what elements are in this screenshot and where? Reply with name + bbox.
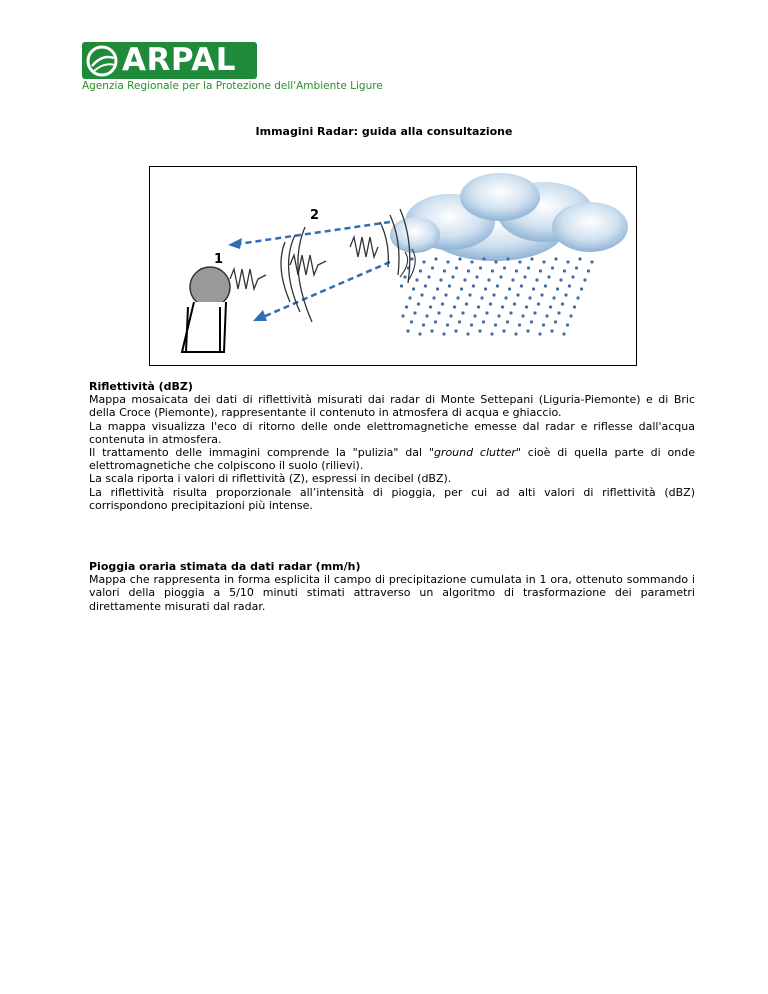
- rain-drop: [590, 260, 593, 263]
- rain-drop: [496, 284, 499, 287]
- rain-drop: [434, 257, 437, 260]
- reflectivity-paragraph-4: La scala riporta i valori di riflettività (Z), espressi in decibel (dBZ).: [89, 472, 452, 486]
- rain-drop: [466, 332, 469, 335]
- rain-drop: [427, 275, 430, 278]
- rain-drop: [535, 278, 538, 281]
- rain-drop: [436, 287, 439, 290]
- rain-drop: [422, 323, 425, 326]
- rain-drop: [418, 332, 421, 335]
- rain-drop: [530, 320, 533, 323]
- rain-drop: [494, 260, 497, 263]
- rain-drop: [473, 314, 476, 317]
- rain-drop: [557, 311, 560, 314]
- rain-drop: [542, 260, 545, 263]
- rain-drop: [405, 305, 408, 308]
- rain-drop: [492, 293, 495, 296]
- arpal-logo: [82, 42, 257, 79]
- reflectivity-paragraph-5: La riflettività risulta proporzionale all’intensità di pioggia, per cui ad alti valori di riflettività (dBZ) corrispondono precipitazioni più intense.: [89, 485, 695, 512]
- rain-drop: [497, 314, 500, 317]
- rain-drop: [458, 257, 461, 260]
- rain-drop: [515, 269, 518, 272]
- rain-drop: [489, 302, 492, 305]
- rain-drop: [499, 275, 502, 278]
- rain-drop: [449, 314, 452, 317]
- reflectivity-paragraph-3: [89, 446, 695, 472]
- rain-drop: [539, 269, 542, 272]
- rain-drop: [424, 284, 427, 287]
- rain-drop: [494, 323, 497, 326]
- rain-drop: [456, 296, 459, 299]
- rain-drop: [443, 269, 446, 272]
- rain-drop: [410, 257, 413, 260]
- rain-drop: [468, 293, 471, 296]
- rain-drop: [429, 305, 432, 308]
- arrow-head-icon: [228, 238, 242, 249]
- rain-drop: [578, 257, 581, 260]
- rain-drop: [569, 314, 572, 317]
- rain-drop: [446, 323, 449, 326]
- rain-drop: [538, 332, 541, 335]
- rain-drop: [575, 266, 578, 269]
- rain-drop: [547, 275, 550, 278]
- rain-drop: [472, 284, 475, 287]
- rainfall-paragraph-1: Mappa che rappresenta in forma esplicita il campo di precipitazione cumulata in 1 ora, ottenuto sommando i valori della pioggia a 5/10 minuti stimati attraverso un algoritmo di trasformazione dei parametri direttamente misurati dal radar.: [89, 573, 695, 613]
- rain-drop: [526, 329, 529, 332]
- page-title: Immagini Radar: guida alla consultazione: [255, 125, 513, 138]
- rain-drop: [434, 320, 437, 323]
- rain-drop: [552, 296, 555, 299]
- rain-drop: [420, 293, 423, 296]
- rain-drops: [400, 257, 594, 335]
- rain-drop: [518, 260, 521, 263]
- rain-drop: [441, 302, 444, 305]
- rain-drop: [527, 266, 530, 269]
- rain-drop: [513, 302, 516, 305]
- rain-drop: [401, 314, 404, 317]
- rain-drop: [540, 293, 543, 296]
- rain-drop: [504, 296, 507, 299]
- rain-drop: [554, 320, 557, 323]
- rain-drop: [453, 305, 456, 308]
- rain-drop: [523, 275, 526, 278]
- rain-drop: [506, 257, 509, 260]
- reflectivity-paragraph-2: La mappa visualizza l'eco di ritorno delle onde elettromagnetiche emesse dal radar e riflesse dall'acqua contenuta in atmosfera.: [89, 419, 695, 446]
- rain-drop: [559, 278, 562, 281]
- reflectivity-paragraph-1: Mappa mosaicata dei dati di riflettività misurati dai radar di Monte Settepani (Liguria-Piemonte) e di Bric della Croce (Piemonte), rappresentante il contenuto in atmosfera di acqua e ghiaccio.: [89, 393, 695, 420]
- rain-drop: [467, 269, 470, 272]
- rain-drop: [545, 314, 548, 317]
- rain-drop: [561, 302, 564, 305]
- rain-drop: [587, 269, 590, 272]
- rain-drop: [516, 293, 519, 296]
- rain-drop: [525, 305, 528, 308]
- rain-drop: [480, 296, 483, 299]
- rain-drop: [485, 311, 488, 314]
- rain-drop: [470, 323, 473, 326]
- arrow-head-icon: [253, 310, 267, 321]
- rain-drop: [518, 323, 521, 326]
- cloud-icon: [390, 173, 628, 261]
- rain-drop: [530, 257, 533, 260]
- rain-drop: [454, 329, 457, 332]
- rain-drop: [442, 332, 445, 335]
- rain-drop: [514, 332, 517, 335]
- rain-drop: [431, 266, 434, 269]
- rain-drop: [573, 305, 576, 308]
- emitted-wave-icon: [230, 237, 378, 289]
- radar-diagram: [149, 166, 637, 366]
- rain-drop: [537, 302, 540, 305]
- rain-drop: [437, 311, 440, 314]
- rain-drop: [506, 320, 509, 323]
- rain-drop: [503, 266, 506, 269]
- rain-drop: [444, 293, 447, 296]
- rain-drop: [432, 296, 435, 299]
- rain-drop: [532, 287, 535, 290]
- p3-text-a: Il trattamento delle immagini comprende la "pulizia" dal ": [89, 446, 434, 460]
- rain-drop: [439, 278, 442, 281]
- rain-drop: [550, 329, 553, 332]
- rain-drop: [571, 275, 574, 278]
- rainfall-section: [89, 560, 695, 613]
- rain-drop: [410, 320, 413, 323]
- arpal-logo-mark-icon: [84, 44, 120, 77]
- rain-drop: [448, 284, 451, 287]
- reflection-arcs: [400, 249, 415, 281]
- rain-drop: [465, 302, 468, 305]
- p3-text-b: " cioè di quella parte di onde elettromagnetiche che colpiscono il suolo (rilievi).: [89, 446, 695, 473]
- reflectivity-section: [89, 380, 695, 512]
- agency-name: Agenzia Regionale per la Protezione dell'Ambiente Ligure: [82, 80, 383, 92]
- rain-drop: [528, 296, 531, 299]
- rain-drop: [422, 260, 425, 263]
- rain-drop: [563, 269, 566, 272]
- rain-drop: [446, 260, 449, 263]
- rain-drop: [490, 332, 493, 335]
- rain-drop: [425, 314, 428, 317]
- rain-drop: [566, 323, 569, 326]
- label-1: 1: [214, 252, 224, 267]
- rain-drop: [556, 287, 559, 290]
- rain-drop: [544, 284, 547, 287]
- reflected-wave-arrows: [238, 222, 390, 317]
- label-2: 2: [310, 208, 320, 223]
- rain-drop: [562, 332, 565, 335]
- rain-drop: [430, 329, 433, 332]
- rain-drop: [509, 311, 512, 314]
- rain-drop: [477, 305, 480, 308]
- rain-drop: [533, 311, 536, 314]
- rain-drop: [413, 311, 416, 314]
- rain-drop: [412, 287, 415, 290]
- rain-drop: [470, 260, 473, 263]
- rain-drop: [501, 305, 504, 308]
- rain-drop: [461, 311, 464, 314]
- rain-drop: [564, 293, 567, 296]
- rain-drop: [463, 278, 466, 281]
- radar-station-icon: [182, 267, 230, 352]
- rain-drop: [580, 287, 583, 290]
- rain-drop: [491, 269, 494, 272]
- rain-drop: [484, 287, 487, 290]
- rain-drop: [551, 266, 554, 269]
- rain-drop: [487, 278, 490, 281]
- rain-drop: [415, 278, 418, 281]
- rain-drop: [406, 329, 409, 332]
- rain-drop: [458, 320, 461, 323]
- rain-drop: [400, 284, 403, 287]
- rainfall-heading: Pioggia oraria stimata da dati radar (mm/h): [89, 560, 361, 573]
- rain-drop: [479, 266, 482, 269]
- rain-drop: [478, 329, 481, 332]
- rain-drop: [568, 284, 571, 287]
- rain-drop: [511, 278, 514, 281]
- rain-drop: [403, 275, 406, 278]
- rain-drop: [549, 305, 552, 308]
- rain-drop: [554, 257, 557, 260]
- rain-drop: [408, 296, 411, 299]
- radar-diagram-svg: [150, 167, 636, 365]
- rain-drop: [417, 302, 420, 305]
- rain-drop: [482, 320, 485, 323]
- rain-drop: [566, 260, 569, 263]
- rain-drop: [542, 323, 545, 326]
- rain-drop: [419, 269, 422, 272]
- rain-drop: [451, 275, 454, 278]
- rain-drop: [475, 275, 478, 278]
- rain-drop: [482, 257, 485, 260]
- rain-drop: [508, 287, 511, 290]
- rain-drop: [502, 329, 505, 332]
- rain-drop: [460, 287, 463, 290]
- reflectivity-heading: Riflettività (dBZ): [89, 380, 193, 393]
- rain-drop: [455, 266, 458, 269]
- rain-drop: [520, 284, 523, 287]
- logo-text: ARPAL: [122, 42, 236, 78]
- rain-drop: [576, 296, 579, 299]
- rain-drop: [583, 278, 586, 281]
- rain-drop: [521, 314, 524, 317]
- ground-clutter-term: ground clutter: [433, 446, 516, 460]
